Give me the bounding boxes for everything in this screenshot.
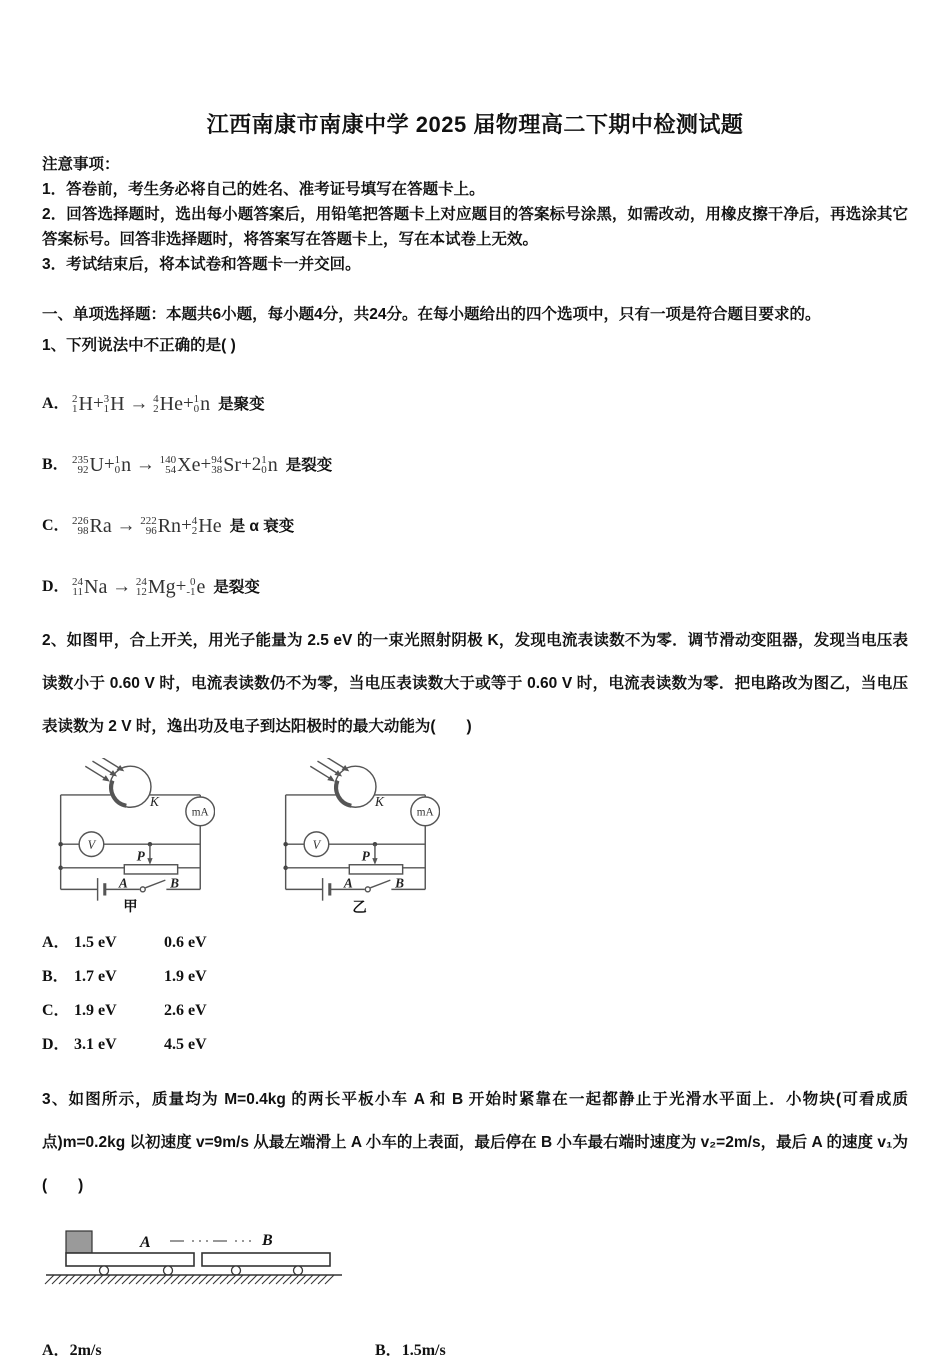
option-label: C． <box>42 517 70 534</box>
nuclear-equation: 226 98 Ra → 222 96 Rn + 4 2 He <box>72 515 222 537</box>
section1-heading: 一、单项选择题：本题共6小题，每小题4分，共24分。在每小题给出的四个选项中，只有一项是符合题目要求的。 <box>42 306 821 323</box>
slider-arrow-icon <box>372 858 377 865</box>
circuit-diagram-yi <box>275 758 440 914</box>
cart-a <box>66 1253 194 1266</box>
battery-and-switch <box>61 878 201 901</box>
notice-item-3: 3．考试结束后，将本试卷和答题卡一并交回。 <box>42 256 361 273</box>
option-suffix: 是裂变 <box>285 457 333 474</box>
question2-stem: 2、如图甲，合上开关，用光子能量为 2.5 eV 的一束光照射阴极 K，发现电流表读数不为零．调节滑动变阻器，发现当电压表读数小于 0.60 V 时，电流表读数仍不为零，当电压表读数大于或等于 0.60 V 时，电流表读数为零．把电路改为图乙，当电压表读数为 2 V 时，逸出功及电子到达阳极时的最大动能为( ) <box>42 632 908 735</box>
rheostat-b-label: B <box>170 875 180 891</box>
small-block <box>66 1231 92 1253</box>
option-label: B． <box>42 456 69 473</box>
nuclear-equation: 2 1 H + 3 1 H → 4 2 He + 1 0 n <box>72 393 211 415</box>
battery-and-switch <box>286 878 426 901</box>
rheostat-b-label: B <box>395 875 405 891</box>
slider-arrow-icon <box>147 858 152 865</box>
option-label: B． <box>375 1342 402 1359</box>
option-label: D． <box>42 1036 70 1053</box>
cart-diagram <box>44 1215 344 1297</box>
circuit-diagram-jia <box>50 758 215 914</box>
wheel <box>100 1266 109 1275</box>
q2-option-b <box>42 960 908 994</box>
option-value-1: 1.9 eV <box>74 1002 117 1019</box>
q2-option-d <box>42 1028 908 1062</box>
figure-caption-yi: 乙 <box>352 899 367 914</box>
wheel <box>164 1266 173 1275</box>
question3-stem: 3、如图所示，质量均为 M=0.4kg 的两长平板小车 A 和 B 开始时紧靠在一起都静止于光滑水平面上．小物块(可看成质点)m=0.2kg 以初速度 v=9m/s 从最左端滑上 A 小车的上表面，最后停在 B 小车最右端时速度为 v₂=2m/s，最后 A 的速度 v₁为( ) <box>42 1091 908 1194</box>
option-value-1: 1.5 eV <box>74 934 117 951</box>
question1-options <box>42 375 908 598</box>
question2-options <box>42 926 908 1062</box>
voltmeter-label: V <box>312 837 321 852</box>
rheostat-a-label: A <box>118 875 128 891</box>
ground-hatching <box>45 1275 334 1284</box>
option-suffix: 是聚变 <box>218 396 265 413</box>
option-value-2: 1.9 eV <box>164 968 207 985</box>
slider-label: P <box>136 848 145 864</box>
q2-option-a <box>42 926 908 960</box>
wheel <box>232 1266 241 1275</box>
question3-figure <box>44 1215 908 1301</box>
option-text: 1.5m/s <box>401 1342 446 1359</box>
wheel <box>294 1266 303 1275</box>
question3-options <box>42 1337 908 1360</box>
slider-label: P <box>361 848 370 864</box>
cart-b <box>202 1253 330 1266</box>
rheostat <box>124 865 177 874</box>
cathode-label: K <box>374 794 384 810</box>
question1-stem: 1、下列说法中不正确的是( ) <box>42 337 236 354</box>
option-label: D． <box>42 578 70 595</box>
q3-option-a <box>42 1337 375 1360</box>
q1-option-d <box>42 558 908 598</box>
option-suffix: 是 α 衰变 <box>229 518 295 535</box>
q1-option-b <box>42 436 908 476</box>
q3-option-b <box>375 1337 446 1360</box>
notice-item-2: 2．回答选择题时，选出每小题答案后，用铅笔把答题卡上对应题目的答案标号涂黑，如需改动，用橡皮擦干净后，再选涂其它答案标号。回答非选择题时，将答案写在答题卡上，写在本试卷上无效。 <box>42 206 908 248</box>
option-value-1: 3.1 eV <box>74 1036 117 1053</box>
option-label: A． <box>42 1342 70 1359</box>
option-label: A． <box>42 395 70 412</box>
rheostat-a-label: A <box>343 875 353 891</box>
cart-a-label: A <box>140 1234 151 1251</box>
notice-section <box>42 152 908 277</box>
option-text: 2m/s <box>69 1342 102 1359</box>
option-value-1: 1.7 eV <box>74 968 117 985</box>
question2-figures <box>50 758 908 914</box>
option-label: C． <box>42 1002 70 1019</box>
option-value-2: 2.6 eV <box>164 1002 207 1019</box>
option-label: B． <box>42 968 69 985</box>
q1-option-c <box>42 497 908 537</box>
cart-b-label: B <box>262 1232 273 1249</box>
cathode-label: K <box>149 794 159 810</box>
page-title: 江西南康市南康中学 2025 届物理高二下期中检测试题 <box>206 112 744 137</box>
milliammeter-label: mA <box>191 806 209 819</box>
nuclear-equation: 235 92 U + 1 0 n → 140 54 Xe + 94 38 Sr +2 1 0 n <box>72 454 278 476</box>
q1-option-a <box>42 375 908 415</box>
nuclear-equation: 24 11 Na → 24 12 Mg + 0 -1 e <box>72 576 206 598</box>
voltmeter-label: V <box>87 837 96 852</box>
rheostat <box>349 865 402 874</box>
option-suffix: 是裂变 <box>213 579 260 596</box>
option-value-2: 4.5 eV <box>164 1036 207 1053</box>
option-label: A． <box>42 934 70 951</box>
notice-heading: 注意事项： <box>42 156 120 173</box>
milliammeter-label: mA <box>416 806 434 819</box>
notice-item-1: 1．答卷前，考生务必将自己的姓名、准考证号填写在答题卡上。 <box>42 181 485 198</box>
figure-caption-jia: 甲 <box>123 898 138 914</box>
option-value-2: 0.6 eV <box>164 934 207 951</box>
q2-option-c <box>42 994 908 1028</box>
